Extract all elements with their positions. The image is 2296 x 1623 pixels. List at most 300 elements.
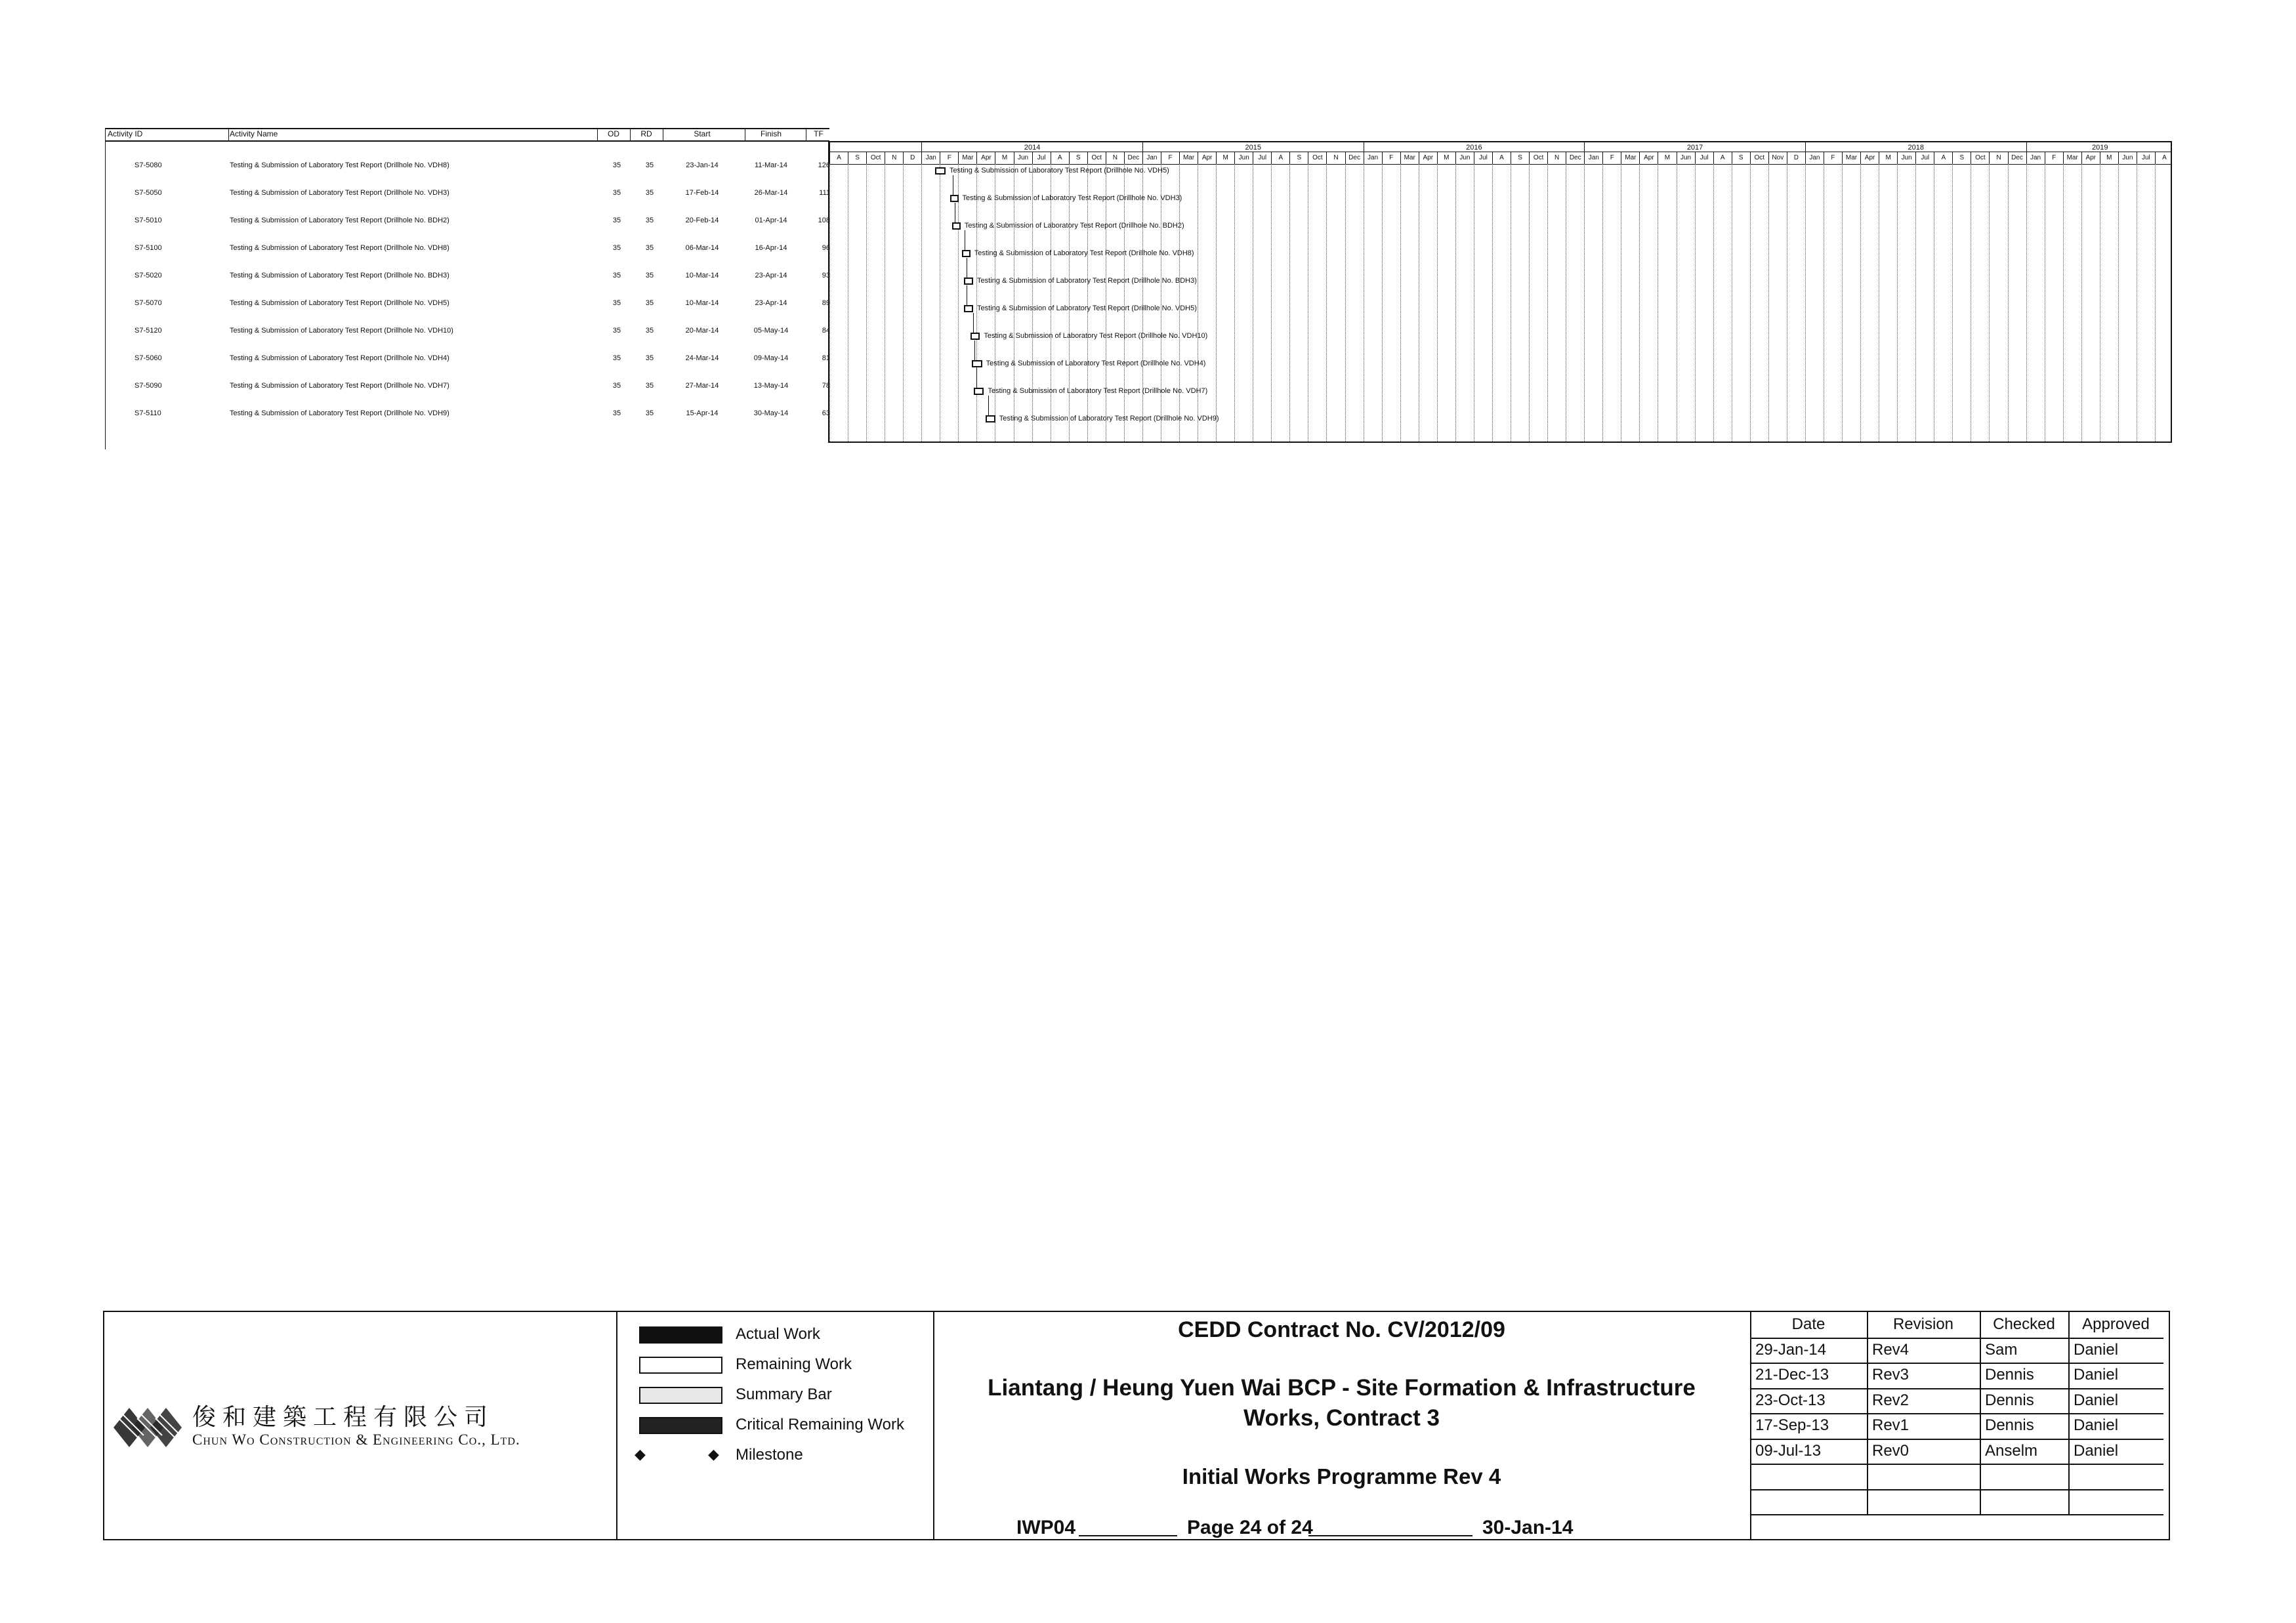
gantt-month-label: F — [1824, 152, 1842, 164]
total-float: 96 — [822, 244, 830, 252]
legend-critical-swatch — [639, 1417, 722, 1434]
revision-row-rule — [1750, 1363, 2163, 1364]
revision-cell: 23-Oct-13 — [1755, 1391, 1826, 1409]
activity-id: S7-5090 — [135, 382, 162, 390]
revision-cell: Rev3 — [1872, 1366, 1910, 1384]
gantt-month-label: D — [1787, 152, 1805, 164]
gantt-month-label: Mar — [958, 152, 976, 164]
original-duration: 35 — [612, 327, 621, 335]
gantt-month-gridline — [2155, 163, 2156, 442]
gantt-month-label: S — [1732, 152, 1750, 164]
table-row[interactable] — [105, 237, 830, 264]
remaining-duration: 35 — [645, 299, 654, 307]
gantt-month-label: Apr — [2081, 152, 2100, 164]
gantt-year-label: 2015 — [1142, 142, 1364, 153]
gantt-month-label: Jun — [1677, 152, 1695, 164]
gantt-month-label: Mar — [1179, 152, 1198, 164]
gantt-year-label: 2016 — [1364, 142, 1585, 153]
total-float: 93 — [822, 272, 830, 279]
gantt-month-gridline — [1142, 163, 1143, 442]
gantt-month-label: F — [1602, 152, 1621, 164]
revision-row-rule — [1750, 1338, 2163, 1339]
gantt-bar[interactable] — [971, 333, 980, 340]
gantt-month-gridline — [976, 163, 977, 442]
gantt-month-label: Jun — [1455, 152, 1474, 164]
remaining-duration: 35 — [645, 244, 654, 252]
gantt-month-label: M — [995, 152, 1013, 164]
gantt-month-label: Jan — [1364, 152, 1382, 164]
header-od[interactable]: OD — [608, 129, 619, 138]
activity-id: S7-5020 — [135, 272, 162, 279]
revision-cell: Daniel — [2074, 1366, 2119, 1384]
gantt-month-label: F — [2045, 152, 2063, 164]
start-date: 24-Mar-14 — [685, 354, 719, 362]
original-duration: 35 — [612, 382, 621, 390]
gantt-month-gridline — [1584, 163, 1585, 442]
revision-cell: Rev4 — [1872, 1340, 1910, 1359]
revision-cell: Daniel — [2074, 1340, 2119, 1359]
legend-remaining-swatch — [639, 1357, 722, 1374]
revision-col-rule — [1980, 1312, 1981, 1514]
activity-id: S7-5080 — [135, 161, 162, 169]
gantt-month-label: N — [1989, 152, 2007, 164]
gantt-bar[interactable] — [962, 250, 971, 257]
gantt-month-label: Jul — [1695, 152, 1713, 164]
gantt-bar[interactable] — [974, 388, 984, 395]
gantt-bar-label: Testing & Submission of Laboratory Test Report (Drillhole No. VDH8) — [974, 249, 1194, 257]
activity-id: S7-5010 — [135, 216, 162, 224]
gantt-month-gridline — [1713, 163, 1714, 442]
gantt-month-label: S — [1069, 152, 1087, 164]
gantt-month-label: Apr — [1860, 152, 1879, 164]
start-date: 17-Feb-14 — [685, 189, 719, 197]
legend-summary-label: Summary Bar — [736, 1386, 832, 1403]
revision-cell: 09-Jul-13 — [1755, 1441, 1822, 1460]
start-date: 23-Jan-14 — [686, 161, 719, 169]
original-duration: 35 — [612, 189, 621, 197]
gantt-month-gridline — [1602, 163, 1603, 442]
gantt-month-label: N — [1106, 152, 1124, 164]
title-block-divider — [616, 1312, 617, 1539]
table-row[interactable] — [105, 319, 830, 347]
gantt-month-label: A — [1051, 152, 1069, 164]
gantt-month-gridline — [1768, 163, 1769, 442]
gantt-month-label: M — [1658, 152, 1676, 164]
gantt-bar[interactable] — [952, 222, 961, 230]
gantt-year-label: 2018 — [1805, 142, 2026, 153]
gantt-month-gridline — [1437, 163, 1438, 442]
revision-cell: Rev0 — [1872, 1441, 1910, 1460]
total-float: 108 — [818, 216, 830, 224]
revision-col-rule — [1867, 1312, 1868, 1514]
gantt-month-label: S — [848, 152, 866, 164]
milestone-diamond-icon: ◆ — [708, 1446, 719, 1462]
gantt-month-label: Dec — [1566, 152, 1584, 164]
gantt-month-gridline — [2081, 163, 2082, 442]
original-duration: 35 — [612, 272, 621, 279]
start-date: 10-Mar-14 — [685, 272, 719, 279]
activity-id: S7-5050 — [135, 189, 162, 197]
gantt-month-label: A — [2155, 152, 2173, 164]
revision-cell: Anselm — [1985, 1441, 2038, 1460]
remaining-duration: 35 — [645, 327, 654, 335]
col-sep — [597, 128, 598, 141]
original-duration: 35 — [612, 244, 621, 252]
gantt-month-label: N — [1547, 152, 1566, 164]
finish-date: 16-Apr-14 — [755, 244, 787, 252]
revision-cell: Daniel — [2074, 1441, 2119, 1460]
gantt-month-gridline — [1897, 163, 1898, 442]
total-float: 126 — [818, 161, 830, 169]
revision-cell: Daniel — [2074, 1416, 2119, 1434]
remaining-duration: 35 — [645, 216, 654, 224]
gantt-month-label: A — [1713, 152, 1732, 164]
header-activity-name[interactable]: Activity Name — [230, 129, 278, 138]
page-number: Page 24 of 24 — [1187, 1517, 1313, 1538]
revision-cell: Sam — [1985, 1340, 2018, 1359]
table-row[interactable] — [105, 292, 830, 319]
gantt-month-label: Jun — [1014, 152, 1032, 164]
activity-name: Testing & Submission of Laboratory Test Report (Drillhole No. VDH4) — [230, 354, 449, 362]
revision-header: Revision — [1892, 1315, 1954, 1333]
activity-name: Testing & Submission of Laboratory Test Report (Drillhole No. VDH10) — [230, 327, 453, 335]
gantt-bar-label: Testing & Submission of Laboratory Test Report (Drillhole No. VDH5) — [977, 304, 1197, 312]
revision-cell: Dennis — [1985, 1416, 2034, 1434]
gantt-month-gridline — [829, 163, 830, 442]
gantt-month-label: Oct — [1087, 152, 1106, 164]
gantt-month-label: Jun — [2118, 152, 2137, 164]
gantt-month-label: A — [1934, 152, 1952, 164]
revision-header: Approved — [2082, 1315, 2150, 1333]
gantt-month-label: Apr — [1639, 152, 1658, 164]
programme-title: Initial Works Programme Rev 4 — [1182, 1464, 1501, 1489]
activity-name: Testing & Submission of Laboratory Test Report (Drillhole No. VDH9) — [230, 409, 449, 417]
finish-date: 09-May-14 — [753, 354, 789, 362]
activity-sheet — [105, 128, 2172, 449]
gantt-month-gridline — [1345, 163, 1346, 442]
gantt-month-gridline — [1750, 163, 1751, 442]
start-date: 27-Mar-14 — [685, 382, 719, 390]
start-date: 06-Mar-14 — [685, 244, 719, 252]
gantt-bar-label: Testing & Submission of Laboratory Test Report (Drillhole No. BDH3) — [977, 277, 1197, 285]
gantt-month-label: S — [1511, 152, 1529, 164]
gantt-month-label: F — [1382, 152, 1400, 164]
total-float: 81 — [822, 354, 830, 362]
company-logo — [110, 1399, 187, 1456]
gantt-bar-label: Testing & Submission of Laboratory Test Report (Drillhole No. VDH5) — [950, 167, 1169, 175]
gantt-month-label: F — [940, 152, 958, 164]
gantt-month-label: Dec — [1345, 152, 1364, 164]
gantt-year-label: 2014 — [921, 142, 1142, 153]
gantt-month-header — [829, 152, 2171, 165]
activity-id: S7-5070 — [135, 299, 162, 307]
gantt-month-label: Jul — [1474, 152, 1492, 164]
table-row[interactable] — [105, 375, 830, 402]
gantt-relationship-line — [976, 368, 977, 388]
header-finish[interactable]: Finish — [760, 129, 782, 138]
gantt-month-gridline — [1234, 163, 1235, 442]
gantt-month-label: Oct — [1971, 152, 1989, 164]
gantt-month-label: Dec — [1124, 152, 1142, 164]
col-sep — [630, 128, 631, 141]
issue-date: 30-Jan-14 — [1482, 1517, 1574, 1538]
activity-name: Testing & Submission of Laboratory Test Report (Drillhole No. BDH2) — [230, 216, 449, 224]
gantt-month-gridline — [2008, 163, 2009, 442]
gantt-month-label: Jun — [1234, 152, 1253, 164]
gantt-bar-label: Testing & Submission of Laboratory Test Report (Drillhole No. BDH2) — [964, 222, 1184, 230]
finish-date: 23-Apr-14 — [755, 299, 787, 307]
gantt-relationship-line — [974, 340, 975, 360]
gantt-bar-label: Testing & Submission of Laboratory Test Report (Drillhole No. VDH7) — [988, 387, 1208, 395]
gantt-month-label: M — [1437, 152, 1455, 164]
gantt-month-gridline — [921, 163, 922, 442]
total-float: 78 — [822, 382, 830, 390]
legend-actual-swatch — [639, 1326, 722, 1344]
gantt-month-gridline — [1179, 163, 1180, 442]
original-duration: 35 — [612, 409, 621, 417]
revision-cell: 17-Sep-13 — [1755, 1416, 1829, 1434]
activity-id: S7-5110 — [135, 409, 161, 417]
gantt-month-gridline — [2118, 163, 2119, 442]
gantt-month-label: Jan — [2026, 152, 2045, 164]
activity-name: Testing & Submission of Laboratory Test Report (Drillhole No. VDH5) — [230, 299, 449, 307]
gantt-bar-label: Testing & Submission of Laboratory Test Report (Drillhole No. VDH4) — [986, 360, 1206, 367]
total-float: 89 — [822, 299, 830, 307]
gantt-month-gridline — [1915, 163, 1916, 442]
gantt-month-gridline — [1326, 163, 1327, 442]
table-row[interactable] — [105, 182, 830, 209]
gantt-month-label: N — [885, 152, 903, 164]
revision-row-rule — [1750, 1388, 2163, 1389]
header-start[interactable]: Start — [694, 129, 711, 138]
gantt-month-label: Oct — [1529, 152, 1547, 164]
revision-cell: Dennis — [1985, 1366, 2034, 1384]
header-activity-id[interactable]: Activity ID — [108, 129, 143, 138]
revision-cell: Dennis — [1985, 1391, 2034, 1409]
gantt-month-label: Apr — [1419, 152, 1437, 164]
gantt-month-label: Nov — [1768, 152, 1787, 164]
gantt-month-label: Oct — [866, 152, 885, 164]
gantt-month-gridline — [1124, 163, 1125, 442]
finish-date: 30-May-14 — [753, 409, 789, 417]
gantt-month-gridline — [1860, 163, 1861, 442]
gantt-month-label: A — [829, 152, 848, 164]
finish-date: 13-May-14 — [753, 382, 789, 390]
gantt-bar[interactable] — [986, 415, 995, 422]
gantt-month-label: A — [1492, 152, 1511, 164]
underline — [1079, 1535, 1177, 1536]
start-date: 20-Mar-14 — [685, 327, 719, 335]
activity-id: S7-5120 — [135, 327, 162, 335]
activity-name: Testing & Submission of Laboratory Test Report (Drillhole No. VDH8) — [230, 244, 449, 252]
gantt-bar-label: Testing & Submission of Laboratory Test Report (Drillhole No. VDH9) — [999, 415, 1219, 422]
header-top-rule — [105, 128, 829, 129]
original-duration: 35 — [612, 354, 621, 362]
revision-cell: Rev2 — [1872, 1391, 1910, 1409]
remaining-duration: 35 — [645, 354, 654, 362]
gantt-month-gridline — [1069, 163, 1070, 442]
start-date: 20-Feb-14 — [685, 216, 719, 224]
remaining-duration: 35 — [645, 161, 654, 169]
legend-summary-swatch — [639, 1387, 722, 1404]
gantt-month-gridline — [958, 163, 959, 442]
header-tf[interactable]: TF — [814, 129, 824, 138]
gantt-relationship-line — [988, 396, 989, 415]
gantt-month-gridline — [1695, 163, 1696, 442]
total-float: 84 — [822, 327, 830, 335]
total-float: 111 — [819, 189, 830, 197]
gantt-month-gridline — [1400, 163, 1401, 442]
gantt-bar[interactable] — [972, 360, 982, 367]
activity-name: Testing & Submission of Laboratory Test Report (Drillhole No. VDH8) — [230, 161, 449, 169]
finish-date: 23-Apr-14 — [755, 272, 787, 279]
gantt-month-label: Oct — [1308, 152, 1326, 164]
header-rd[interactable]: RD — [640, 129, 652, 138]
revision-cell: 21-Dec-13 — [1755, 1366, 1829, 1384]
gantt-month-label: Jun — [1897, 152, 1915, 164]
gantt-bar[interactable] — [964, 305, 973, 312]
company-name-chinese: 俊和建築工程有限公司 — [192, 1404, 495, 1431]
gantt-month-label: M — [2100, 152, 2118, 164]
original-duration: 35 — [612, 161, 621, 169]
revision-row-rule — [1750, 1413, 2163, 1414]
project-title-line1: Liantang / Heung Yuen Wai BCP - Site Formation & Infrastructure — [988, 1375, 1696, 1401]
revision-row-rule — [1750, 1439, 2163, 1440]
gantt-bar[interactable] — [950, 195, 959, 202]
table-row[interactable] — [105, 347, 830, 375]
gantt-month-label: Jan — [1142, 152, 1161, 164]
revision-cell: 29-Jan-14 — [1755, 1340, 1827, 1359]
gantt-chart — [828, 141, 2172, 443]
gantt-month-gridline — [1032, 163, 1033, 442]
gantt-month-label: Mar — [2063, 152, 2081, 164]
revision-cell: Daniel — [2074, 1391, 2119, 1409]
gantt-month-gridline — [866, 163, 867, 442]
start-date: 15-Apr-14 — [686, 409, 719, 417]
revision-cell: Rev1 — [1872, 1416, 1910, 1434]
gantt-month-label: Jan — [921, 152, 940, 164]
title-block — [103, 1311, 2170, 1540]
gantt-month-gridline — [1529, 163, 1530, 442]
gantt-relationship-line — [973, 313, 974, 333]
gantt-month-label: Jul — [1032, 152, 1051, 164]
col-sep — [228, 128, 229, 141]
project-title-line2: Works, Contract 3 — [1243, 1405, 1440, 1431]
gantt-month-label: F — [1161, 152, 1179, 164]
gantt-month-gridline — [1842, 163, 1843, 442]
gantt-month-label: Jul — [1915, 152, 1934, 164]
gantt-month-gridline — [1455, 163, 1456, 442]
start-date: 10-Mar-14 — [685, 299, 719, 307]
gantt-month-label: Jul — [1253, 152, 1271, 164]
document-code: IWP04 — [1016, 1517, 1076, 1538]
gantt-month-gridline — [1805, 163, 1806, 442]
revision-header: Date — [1791, 1315, 1826, 1333]
activity-name: Testing & Submission of Laboratory Test Report (Drillhole No. VDH3) — [230, 189, 449, 197]
contract-number: CEDD Contract No. CV/2012/09 — [1178, 1317, 1505, 1342]
gantt-month-gridline — [1492, 163, 1493, 442]
gantt-month-label: A — [1271, 152, 1289, 164]
gantt-month-label: Jan — [1805, 152, 1824, 164]
table-row[interactable] — [105, 209, 830, 237]
table-row[interactable] — [105, 402, 830, 430]
legend-actual-label: Actual Work — [736, 1325, 820, 1343]
finish-date: 05-May-14 — [753, 327, 789, 335]
gantt-month-label: Jul — [2137, 152, 2155, 164]
table-row[interactable] — [105, 264, 830, 292]
finish-date: 26-Mar-14 — [754, 189, 788, 197]
gantt-month-label: Oct — [1750, 152, 1768, 164]
revision-row-rule — [1750, 1489, 2163, 1490]
header-bottom-rule — [105, 140, 829, 142]
revision-row-rule — [1750, 1514, 2163, 1515]
gantt-month-gridline — [1087, 163, 1088, 442]
gantt-month-gridline — [1289, 163, 1290, 442]
total-float: 63 — [822, 409, 830, 417]
finish-date: 11-Mar-14 — [755, 161, 787, 169]
gantt-month-gridline — [1989, 163, 1990, 442]
gantt-month-label: S — [1952, 152, 1971, 164]
revision-col-rule — [2068, 1312, 2070, 1514]
gantt-year-label: 2019 — [2026, 142, 2173, 153]
revision-row-rule — [1750, 1464, 2163, 1465]
company-name-english: Chun Wo Construction & Engineering Co., Ltd. — [192, 1431, 520, 1448]
legend-remaining-label: Remaining Work — [736, 1355, 852, 1373]
finish-date: 01-Apr-14 — [755, 216, 787, 224]
gantt-month-gridline — [1271, 163, 1272, 442]
milestone-diamond-icon: ◆ — [635, 1446, 646, 1462]
remaining-duration: 35 — [645, 382, 654, 390]
activity-id: S7-5100 — [135, 244, 162, 252]
gantt-year-label: 2017 — [1584, 142, 1805, 153]
gantt-month-gridline — [1216, 163, 1217, 442]
legend-milestone-label: Milestone — [736, 1446, 803, 1464]
gantt-month-label: N — [1326, 152, 1345, 164]
gantt-month-gridline — [1547, 163, 1548, 442]
gantt-month-gridline — [2063, 163, 2064, 442]
gantt-bar[interactable] — [964, 277, 973, 285]
gantt-month-gridline — [1952, 163, 1953, 442]
remaining-duration: 35 — [645, 409, 654, 417]
gantt-month-gridline — [903, 163, 904, 442]
gantt-month-label: Apr — [976, 152, 995, 164]
gantt-bar-label: Testing & Submission of Laboratory Test Report (Drillhole No. VDH3) — [962, 194, 1182, 202]
activity-id: S7-5060 — [135, 354, 162, 362]
gantt-month-gridline — [1639, 163, 1640, 442]
gantt-bar[interactable] — [935, 167, 946, 175]
gantt-month-label: Dec — [2008, 152, 2026, 164]
gantt-month-label: Mar — [1400, 152, 1419, 164]
remaining-duration: 35 — [645, 189, 654, 197]
gantt-month-label: D — [903, 152, 921, 164]
gantt-month-label: Mar — [1842, 152, 1860, 164]
gantt-month-label: Apr — [1198, 152, 1216, 164]
remaining-duration: 35 — [645, 272, 654, 279]
gantt-month-gridline — [2026, 163, 2027, 442]
gantt-month-gridline — [1382, 163, 1383, 442]
underline — [1308, 1535, 1472, 1536]
activity-name: Testing & Submission of Laboratory Test Report (Drillhole No. VDH7) — [230, 382, 449, 390]
gantt-month-label: M — [1879, 152, 1897, 164]
activity-name: Testing & Submission of Laboratory Test Report (Drillhole No. BDH3) — [230, 272, 449, 279]
legend-critical-label: Critical Remaining Work — [736, 1416, 904, 1433]
table-row[interactable] — [105, 154, 830, 182]
gantt-bar-label: Testing & Submission of Laboratory Test Report (Drillhole No. VDH10) — [984, 332, 1208, 340]
gantt-month-label: Jan — [1584, 152, 1602, 164]
gantt-month-label: Mar — [1621, 152, 1639, 164]
revision-header: Checked — [1993, 1315, 2055, 1333]
gantt-month-label: M — [1216, 152, 1234, 164]
